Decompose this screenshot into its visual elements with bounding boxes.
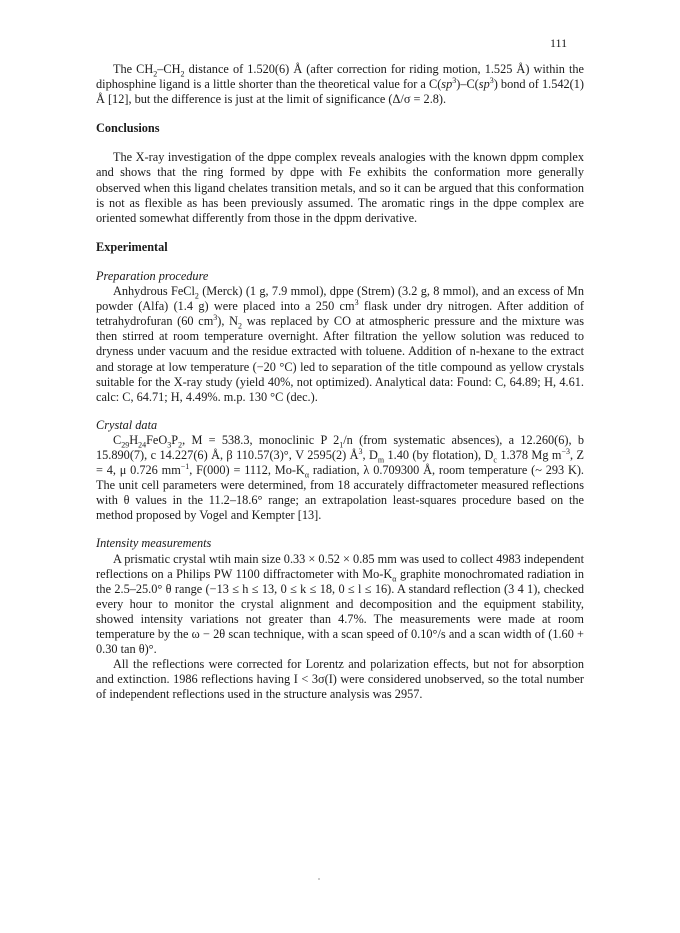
- intensity-paragraph: A prismatic crystal wtih main size 0.33 × 0.52 × 0.85 mm was used to collect 4983 independent reflections on a Philips PW 1100 diffractometer with $Mo-K_\alpha$ graphite monochromated radiation in the 2.5–25.0° θ range (−13 ≤ h ≤ 13, 0 ≤ k ≤ 18, 0 ≤ l ≤ 16). A standard reflection (3 4 1), checked every hour to monitor the crystal alignment and decomposition and the equipment stability, showed intensity variations not greater than 4.7%. The measurements were made at room temperature by the ω − 2θ scan technique, with a scan speed of 0.10°/s and a scan width of (1.60 + 0.30 tan θ)°.: [96, 551, 585, 657]
- conclusions-heading: Conclusions: [96, 121, 160, 136]
- intro-paragraph: The $CH_2-CH_2$ distance of 1.520(6) Å (after correction for riding motion, 1.525 Å) within the diphosphine ligand is a little shorter than the theoretical value for a $C(sp^3)-C(sp^3)$ bond of 1.542(1) Å [12], but the difference is just at the limit of significance (Δ/σ = 2.8).: [96, 62, 584, 107]
- text-column: [96, 62, 584, 702]
- crystal-data-paragraph: $C_{29}H_{24}FeO_3P_2$, M = 538.3, monoclinic P $2_1/n$ (from systematic absences), a 12.260(6), b 15.890(7), c 14.227(6) Å, β 110.57(3)°, V 2595(2) $Å^3$, $D_m$ 1.40 (by flotation), $D_c$ 1.378 Mg $m^{-3}$, Z = 4, μ 0.726 $mm^{-1}$, F(000) = 1112, $Mo-K_\alpha$ radiation, λ 0.709300 Å, room temperature (~ 293 K). The unit cell parameters were determined, from 18 accurately diffractometer measured reflections with θ values in the 11.2–18.6° range; an extrapolation least-squares procedure based on the method proposed by Vogel and Kempter [13].: [96, 432, 585, 523]
- page-number: 111: [550, 36, 568, 50]
- preparation-heading: Preparation procedure: [96, 268, 209, 283]
- conclusions-paragraph: The X-ray investigation of the dppe complex reveals analogies with the known dppm complex and shows that the ring formed by dppe with Fe exhibits the conformation more generally observed when this ligand chelates transition metals, and so it can be argued that this conformation is not as flexible as has been previously assumed. The aromatic rings in the dppe complex are oriented somewhat differently from those in the dppm derivative.: [96, 150, 584, 225]
- preparation-paragraph: Anhydrous FeCl$_2$ (Merck) (1 g, 7.9 mmol), dppe (Strem) (3.2 g, 8 mmol), and an excess of Mn powder (Alfa) (1.4 g) were placed into a 250 $cm^3$ flask under dry nitrogen. After addition of tetrahydrofuran (60 $cm^3$), $N_2$ was replaced by CO at atmospheric pressure and the mixture was then stirred at room temperature overnight. After filtration the yellow solution was reduced to dryness under vacuum and the residue extracted with toluene. Addition of n-hexane to the extract and storage at low temperature (−20 °C) led to separation of the title compound as yellow crystals suitable for the X-ray study (yield 40%, not optimized). Analytical data: Found: C, 64.89; H, 4.61. calc: C, 64.71; H, 4.49%. m.p. 130 °C (dec.).: [96, 284, 584, 404]
- intensity-heading: Intensity measurements: [96, 536, 212, 551]
- page-speck: [318, 878, 320, 880]
- corrections-paragraph: All the reflections were corrected for Lorentz and polarization effects, but not for absorption and extinction. 1986 reflections having I < 3σ(I) were considered unobserved, so the total number of independent reflections used in the structure analysis was 2957.: [96, 657, 584, 702]
- experimental-heading: Experimental: [96, 239, 168, 254]
- crystal-data-heading: Crystal data: [96, 417, 158, 432]
